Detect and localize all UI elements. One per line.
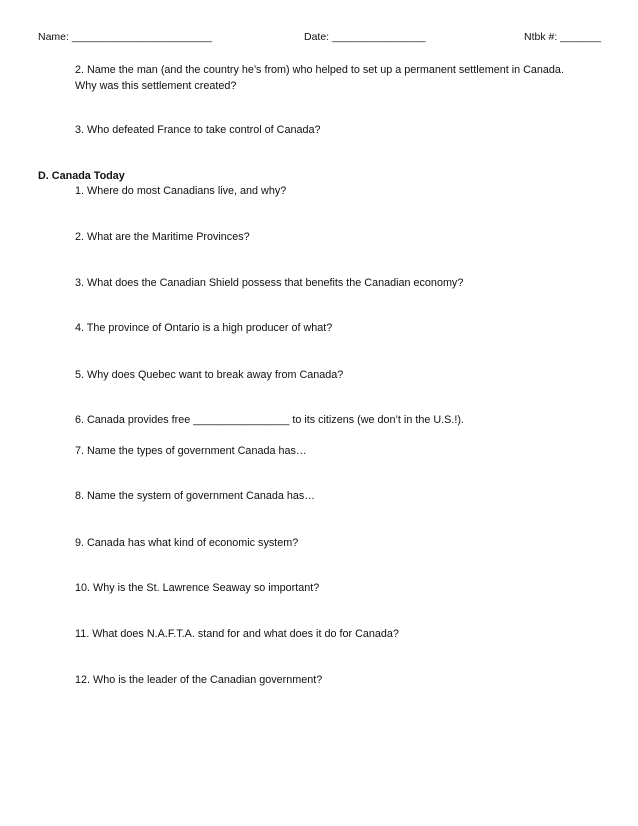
question-d1: 1. Where do most Canadians live, and why? [75, 185, 287, 197]
notebook-number-field: Ntbk #: _______ [524, 31, 602, 43]
question-d3: 3. What does the Canadian Shield possess that benefits the Canadian economy? [75, 277, 464, 289]
question-c2-line2: Why was this settlement created? [75, 80, 237, 92]
question-d2: 2. What are the Maritime Provinces? [75, 231, 250, 243]
question-d6: 6. Canada provides free ________________ to its citizens (we don’t in the U.S.!). [75, 414, 464, 426]
question-d11: 11. What does N.A.F.T.A. stand for and what does it do for Canada? [75, 628, 399, 640]
question-d9: 9. Canada has what kind of economic system? [75, 537, 299, 549]
section-title-canada-today: D. Canada Today [38, 170, 125, 182]
question-d4: 4. The province of Ontario is a high producer of what? [75, 322, 333, 334]
question-d8: 8. Name the system of government Canada has… [75, 490, 316, 502]
question-d7: 7. Name the types of government Canada has… [75, 445, 307, 457]
question-c3: 3. Who defeated France to take control of Canada? [75, 124, 321, 136]
question-d12: 12. Who is the leader of the Canadian government? [75, 674, 323, 686]
question-d5: 5. Why does Quebec want to break away from Canada? [75, 369, 344, 381]
date-field: Date: ________________ [304, 31, 426, 43]
name-field: Name: ________________________ [38, 31, 212, 43]
question-c2-line1: 2. Name the man (and the country he’s from) who helped to set up a permanent settlement in Canada. [75, 64, 564, 76]
question-d10: 10. Why is the St. Lawrence Seaway so important? [75, 582, 320, 594]
